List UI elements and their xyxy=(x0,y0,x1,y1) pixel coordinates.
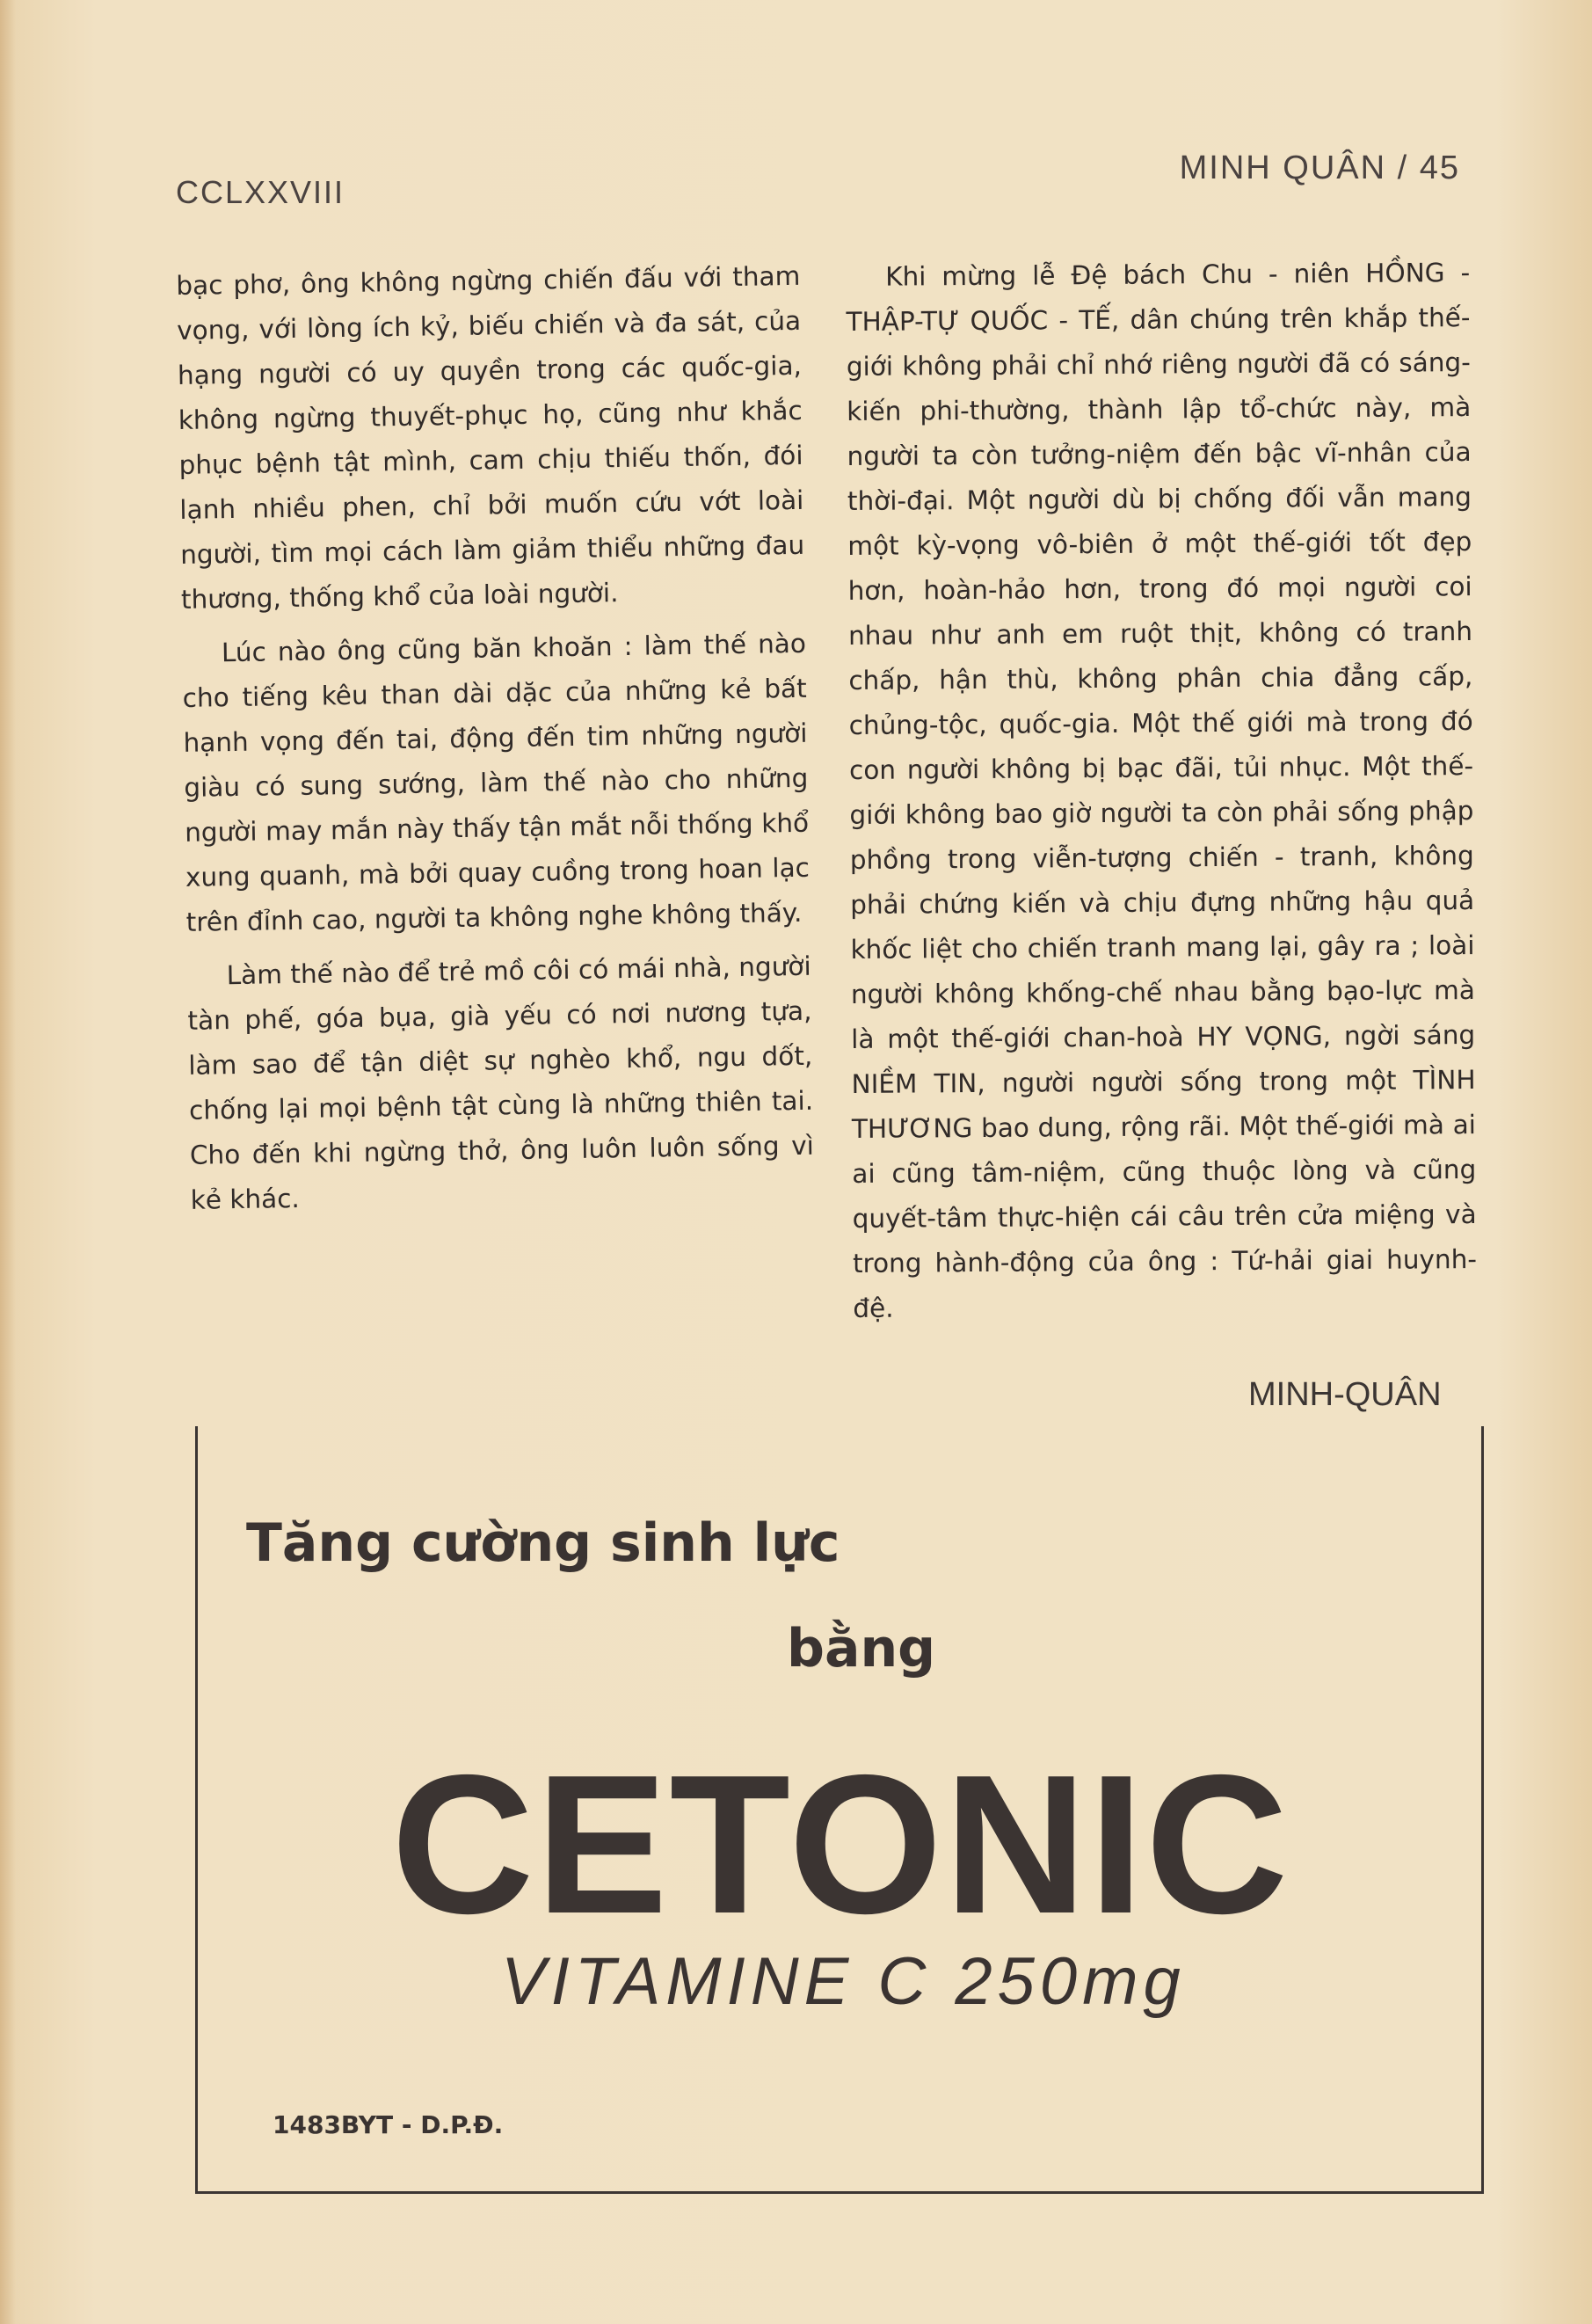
article-paragraph-1: bạc phơ, ông không ngừng chiến đấu với tham vọng, với lòng ích kỷ, biếu chiến và đa sát, của hạng người có uy quyền trong các quốc-gia, không ngừng thuyết-phục họ, cũng như khắc phục bệnh tật mình, cam chịu thiếu thốn, đói lạnh nhiều phen, chỉ bởi muốn cứu vớt loài người, tìm mọi cách làm giảm thiểu những đau thương, thống khổ của loài người. xyxy=(176,260,805,615)
article-column-right xyxy=(846,251,1478,1340)
ad-product-name: VITAMINE C 250mg xyxy=(501,1944,1186,2019)
article-column-left xyxy=(176,254,815,1232)
ad-brand-name: CETONIC xyxy=(391,1733,1290,1955)
article-signature: MINH-QUÂN xyxy=(1248,1376,1442,1413)
article-paragraph-2: Lúc nào ông cũng băn khoăn : làm thế nào cho tiếng kêu than dài dặc của những kẻ bất hạnh vọng đến tai, động đến tim những người giàu có sung sướng, làm thế nào cho những người may mắn này thấy tận mắt nỗi thống khổ xung quanh, mà bởi quay cuồng trong hoan lạc trên đỉnh cao, người ta không nghe không thấy. xyxy=(182,628,811,937)
article-paragraph-4: Khi mừng lễ Đệ bách Chu - niên HỒNG - THẬP-TỰ QUỐC - TẾ, dân chúng trên khắp thế-giới không phải chỉ nhớ riêng người đã có sáng-kiến phi-thường, thành lập tổ-chức này, mà người ta còn tưởng-niệm đến bậc vĩ-nhân của thời-đại. Một người dù bị chống đối vẫn mang một kỳ-vọng vô-biên ở một thế-giới tốt đẹp hơn, hoàn-hảo hơn, trong đó mọi người coi nhau như anh em ruột thịt, không có tranh chấp, hận thù, không phân chia đẳng cấp, chủng-tộc, quốc-gia. Một thế giới mà trong đó con người không bị bạc đãi, tủi nhục. Một thế-giới không bao giờ người ta còn phải sống phập phồng trong viễn-tượng chiến - tranh, không phải chứng kiến và chịu đựng những hậu quả khốc liệt cho chiến tranh mang lại, gây ra ; loài người không khống-chế nhau bằng bạo-lực mà là một thế-giới chan-hoà HY VỌNG, ngời sáng NIỀM TIN, người người sống trong một TÌNH THƯƠNG bao dung, rộng rãi. Một thế-giới mà ai ai cũng tâm-niệm, cũng thuộc lòng và cũng quyết-tâm thực-hiện cái câu trên cửa miệng và trong hành-động của ông : Tứ-hải giai huynh-đệ. xyxy=(846,258,1478,1323)
page-section-number: CCLXXVIII xyxy=(176,174,345,210)
ad-headline: Tăng cường sinh lực xyxy=(246,1512,840,1574)
page-edge-shadow xyxy=(0,0,16,2324)
page-author-and-number: MINH QUÂN / 45 xyxy=(1179,149,1460,186)
ad-subheadline: bằng xyxy=(787,1618,936,1679)
ad-registration-code: 1483BYT - D.P.Đ. xyxy=(273,2110,504,2139)
article-paragraph-3: Làm thế nào để trẻ mồ côi có mái nhà, người tàn phế, góa bụa, già yếu có nơi nương tựa, làm sao để tận diệt sự nghèo khổ, ngu dốt, chống lại mọi bệnh tật cùng là những thiên tai. Cho đến khi ngừng thở, ông luôn luôn sống vì kẻ khác. xyxy=(187,951,815,1215)
